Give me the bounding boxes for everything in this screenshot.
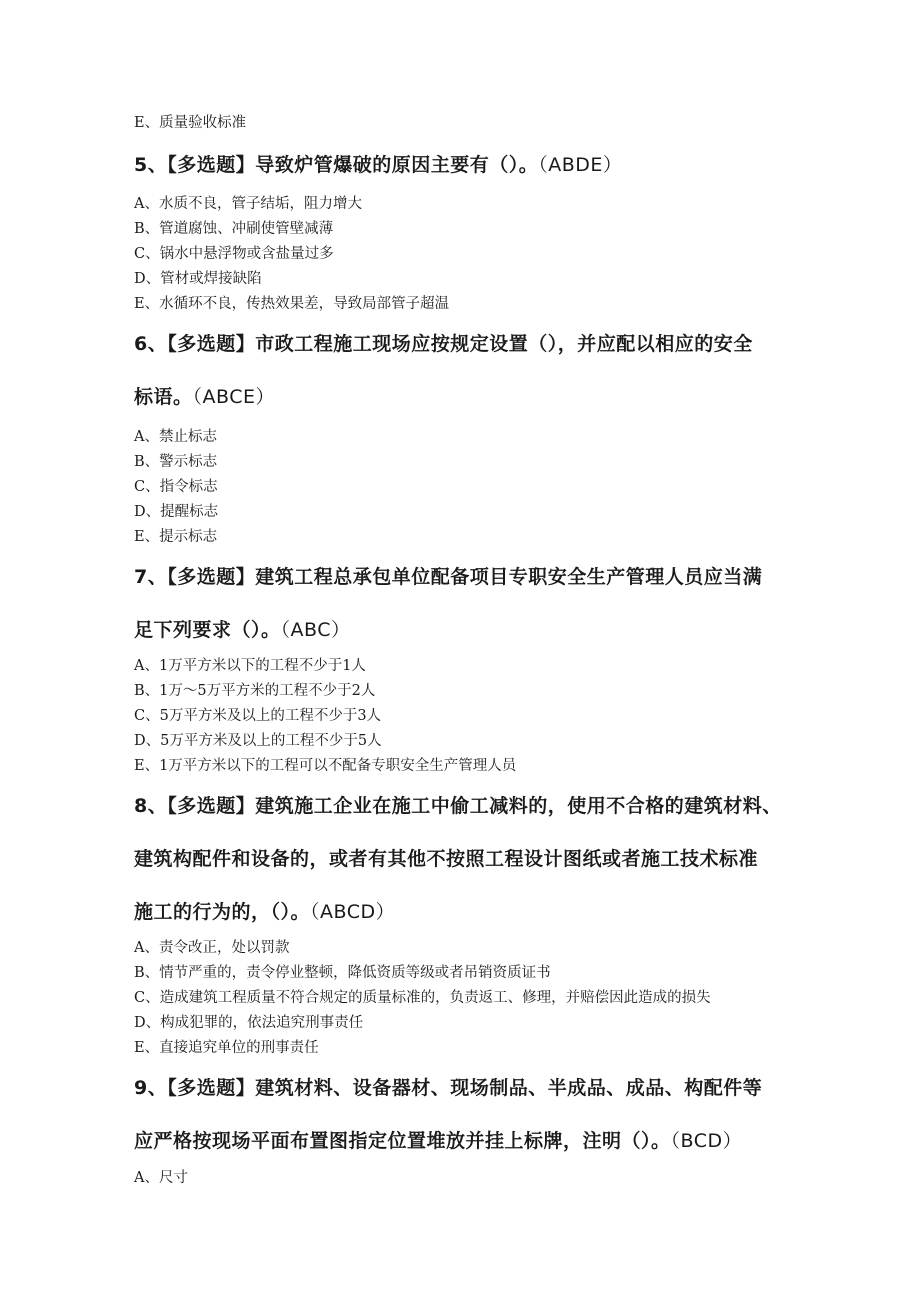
- q6-title-line1: 6、【多选题】市政工程施工现场应按规定设置（），并应配以相应的安全: [134, 333, 753, 355]
- q7-option-e: E、1万平方米以下的工程可以不配备专职安全生产管理人员: [134, 758, 517, 774]
- q8-answer: （ABCD）: [310, 901, 396, 923]
- q5-option-b: B、管道腐蚀、冲刷使管壁减薄: [134, 221, 334, 237]
- q7-option-c: C、5万平方米及以上的工程不少于3人: [134, 708, 382, 724]
- q7-title-line1: 7、【多选题】建筑工程总承包单位配备项目专职安全生产管理人员应当满: [134, 566, 763, 588]
- q8-option-d: D、构成犯罪的，依法追究刑事责任: [134, 1015, 364, 1031]
- q5-option-d: D、管材或焊接缺陷: [134, 271, 262, 287]
- q5-option-c: C、锅水中悬浮物或含盐量过多: [134, 246, 334, 262]
- q7-title-line2: [134, 617, 350, 643]
- q9-title-line2: [134, 1128, 742, 1154]
- q8-option-e: E、直接追究单位的刑事责任: [134, 1040, 319, 1056]
- q6-option-d: D、提醒标志: [134, 504, 219, 520]
- q7-stem: 足下列要求（）。: [134, 619, 281, 641]
- q8-title-line3: [134, 899, 395, 925]
- q5-option-e: E、水循环不良，传热效果差，导致局部管子超温: [134, 296, 450, 312]
- q8-option-b: B、情节严重的，责令停业整顿，降低资质等级或者吊销资质证书: [134, 965, 551, 981]
- q5-title: [134, 152, 622, 178]
- q9-option-a: A、尺寸: [134, 1170, 188, 1186]
- q9-answer: （BCD）: [670, 1130, 743, 1152]
- q8-option-c: C、造成建筑工程质量不符合规定的质量标准的，负责返工、修理，并赔偿因此造成的损失: [134, 990, 711, 1006]
- q6-title-line2: [134, 384, 275, 410]
- q9-stem: 应严格按现场平面布置图指定位置堆放并挂上标牌，注明（）。: [134, 1130, 671, 1152]
- q7-option-a: A、1万平方米以下的工程不少于1人: [134, 658, 366, 674]
- q7-option-b: B、1万～5万平方米的工程不少于2人: [134, 683, 376, 699]
- q5-stem: 5、【多选题】导致炉管爆破的原因主要有（）。: [134, 154, 539, 176]
- q6-stem: 标语。: [134, 386, 193, 408]
- q4-option-e: E、质量验收标准: [134, 115, 247, 131]
- q8-title-line2: 建筑构配件和设备的，或者有其他不按照工程设计图纸或者施工技术标准: [134, 848, 759, 870]
- q5-option-a: A、水质不良，管子结垢，阻力增大: [134, 196, 362, 212]
- q8-option-a: A、责令改正，处以罚款: [134, 940, 290, 956]
- q8-stem: 施工的行为的，（）。: [134, 901, 311, 923]
- q6-answer: （ABCE）: [192, 386, 275, 408]
- q8-title-line1: 8、【多选题】建筑施工企业在施工中偷工减料的，使用不合格的建筑材料、: [134, 795, 782, 817]
- q6-option-b: B、警示标志: [134, 454, 218, 470]
- q6-option-c: C、指令标志: [134, 479, 218, 495]
- q6-option-a: A、禁止标志: [134, 429, 217, 445]
- q9-title-line1: 9、【多选题】建筑材料、设备器材、现场制品、半成品、成品、构配件等: [134, 1077, 763, 1099]
- q5-answer: （ABDE）: [538, 154, 623, 176]
- q7-option-d: D、5万平方米及以上的工程不少于5人: [134, 733, 382, 749]
- q7-answer: （ABC）: [280, 619, 351, 641]
- q6-option-e: E、提示标志: [134, 529, 218, 545]
